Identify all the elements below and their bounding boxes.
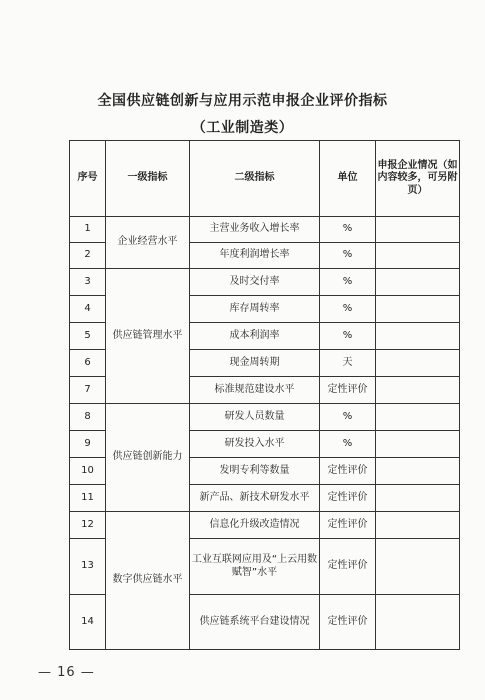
row-no: 6 — [70, 350, 106, 377]
row-no: 13 — [70, 539, 106, 595]
row-unit: 天 — [320, 350, 376, 377]
row-unit: 定性评价 — [320, 539, 376, 595]
row-no: 9 — [70, 431, 106, 458]
row-indicator: 成本利润率 — [190, 323, 320, 350]
row-status-cell — [376, 458, 460, 485]
row-status-cell — [376, 269, 460, 296]
row-status-cell — [376, 243, 460, 269]
group-label: 企业经营水平 — [106, 217, 190, 269]
row-unit: 定性评价 — [320, 485, 376, 512]
row-unit: % — [320, 404, 376, 431]
row-status-cell — [376, 431, 460, 458]
row-indicator: 现金周转期 — [190, 350, 320, 377]
group-label: 供应链管理水平 — [106, 269, 190, 404]
row-status-cell — [376, 296, 460, 323]
row-indicator: 标准规范建设水平 — [190, 377, 320, 404]
row-unit: % — [320, 243, 376, 269]
row-no: 1 — [70, 217, 106, 243]
row-indicator: 供应链系统平台建设情况 — [190, 595, 320, 650]
row-unit: % — [320, 217, 376, 243]
row-no: 11 — [70, 485, 106, 512]
row-indicator: 及时交付率 — [190, 269, 320, 296]
row-unit: % — [320, 323, 376, 350]
row-indicator: 主营业务收入增长率 — [190, 217, 320, 243]
row-status-cell — [376, 485, 460, 512]
header-unit: 单位 — [320, 141, 376, 217]
row-indicator: 研发人员数量 — [190, 404, 320, 431]
row-no: 7 — [70, 377, 106, 404]
row-no: 10 — [70, 458, 106, 485]
header-status: 申报企业情况（如内容较多，可另附页） — [376, 141, 460, 217]
row-status-cell — [376, 512, 460, 539]
row-unit: % — [320, 269, 376, 296]
table-row — [70, 269, 460, 296]
table-header-row — [70, 141, 460, 217]
group-label: 供应链创新能力 — [106, 404, 190, 512]
row-status-cell — [376, 404, 460, 431]
row-indicator: 新产品、新技术研发水平 — [190, 485, 320, 512]
row-status-cell — [376, 217, 460, 243]
table-row — [70, 512, 460, 539]
header-level1: 一级指标 — [106, 141, 190, 217]
row-no: 14 — [70, 595, 106, 650]
row-no: 8 — [70, 404, 106, 431]
table-row — [70, 404, 460, 431]
document-subtitle: （工业制造类） — [191, 120, 294, 136]
row-status-cell — [376, 350, 460, 377]
row-status-cell — [376, 539, 460, 595]
row-unit: 定性评价 — [320, 595, 376, 650]
row-no: 5 — [70, 323, 106, 350]
row-no: 4 — [70, 296, 106, 323]
row-status-cell — [376, 595, 460, 650]
row-unit: % — [320, 431, 376, 458]
row-indicator: 研发投入水平 — [190, 431, 320, 458]
row-no: 2 — [70, 243, 106, 269]
header-no: 序号 — [70, 141, 106, 217]
row-unit: 定性评价 — [320, 458, 376, 485]
document-title: 全国供应链创新与应用示范申报企业评价指标 — [97, 93, 388, 109]
row-unit: 定性评价 — [320, 377, 376, 404]
page-number: — 16 — — [38, 665, 95, 680]
row-no: 3 — [70, 269, 106, 296]
row-indicator: 年度利润增长率 — [190, 243, 320, 269]
row-status-cell — [376, 377, 460, 404]
table-row — [70, 217, 460, 243]
row-unit: % — [320, 296, 376, 323]
row-indicator: 发明专利等数量 — [190, 458, 320, 485]
header-level2: 二级指标 — [190, 141, 320, 217]
row-status-cell — [376, 323, 460, 350]
indicator-table — [69, 140, 460, 650]
row-indicator: 工业互联网应用及“上云用数赋智”水平 — [190, 539, 320, 595]
row-no: 12 — [70, 512, 106, 539]
row-indicator: 信息化升级改造情况 — [190, 512, 320, 539]
group-label: 数字供应链水平 — [106, 512, 190, 650]
row-indicator: 库存周转率 — [190, 296, 320, 323]
row-unit: 定性评价 — [320, 512, 376, 539]
